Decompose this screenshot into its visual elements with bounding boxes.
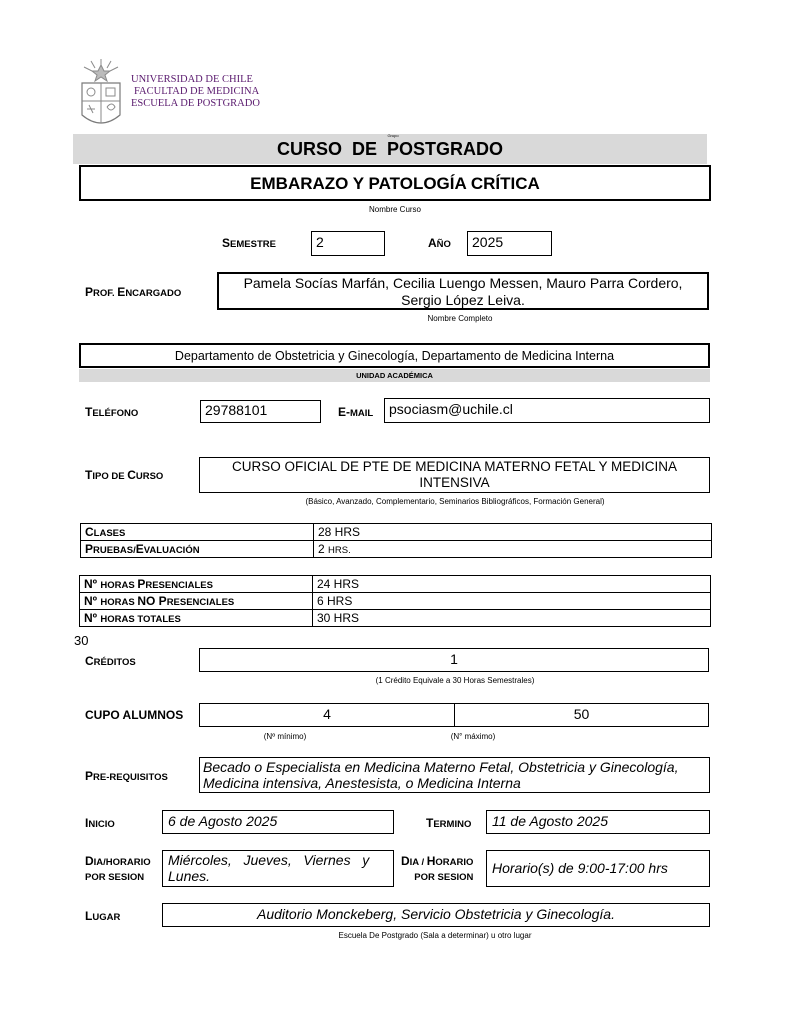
course-name: EMBARAZO Y PATOLOGÍA CRÍTICA [250, 174, 540, 193]
place-field[interactable] [162, 903, 710, 927]
hours-table-classes [80, 523, 712, 558]
professor-value: Pamela Socías Marfán, Cecilia Luengo Messen, Mauro Parra Cordero, Sergio López Leiva. [243, 275, 683, 308]
professor-field[interactable] [217, 272, 709, 310]
table-row [80, 576, 711, 593]
place-label: LUGAR [85, 909, 121, 923]
classes-label: CLASES [81, 524, 314, 541]
academic-unit-caption-bar [79, 369, 710, 382]
phone-label: TELÉFONO [85, 405, 139, 419]
stray-number: 30 [74, 633, 89, 648]
start-date-field[interactable] [162, 810, 394, 834]
schedule-label: DIA / HORARIO POR SESION [401, 854, 474, 883]
schedule-value: Horario(s) de 9:00-17:00 hrs [492, 860, 668, 876]
place-caption: Escuela De Postgrado (Sala a determinar) u otro lugar [338, 931, 532, 940]
course-type-value: CURSO OFICIAL DE PTE DE MEDICINA MATERNO FETAL Y MEDICINA INTENSIVA [231, 459, 678, 490]
credits-field[interactable] [199, 648, 709, 672]
evaluation-value[interactable]: 2 HRS. [314, 541, 712, 558]
total-hours-value[interactable]: 30 HRS [313, 610, 711, 627]
table-row [81, 541, 712, 558]
quota-min-field[interactable] [199, 703, 455, 727]
course-name-box [79, 165, 711, 201]
schedule-field[interactable] [486, 850, 710, 887]
academic-unit-value: Departamento de Obstetricia y Ginecología, Departamento de Medicina Interna [174, 349, 615, 363]
year-label: AÑO [428, 236, 451, 250]
non-presential-hours-value[interactable]: 6 HRS [313, 593, 711, 610]
quota-max-field[interactable] [454, 703, 709, 727]
course-type-caption: (Básico, Avanzado, Complementario, Seminarios Bibliográficos, Formación General) [305, 497, 605, 506]
credits-value: 1 [450, 651, 458, 667]
quota-min-caption: (Nº mínimo) [263, 732, 307, 741]
email-value: psociasm@uchile.cl [389, 401, 513, 417]
course-type-label: TIPO DE CURSO [85, 468, 164, 482]
page-title: CURSO DE POSTGRADO [276, 139, 504, 159]
presential-hours-label: Nº HORAS PRESENCIALES [80, 576, 313, 593]
table-row [80, 610, 711, 627]
school-name: ESCUELA DE POSTGRADO [131, 98, 260, 109]
quota-min-value: 4 [323, 706, 331, 722]
hours-table-presence [79, 575, 711, 627]
days-value: Miércoles, Jueves, Viernes y Lunes. [168, 852, 381, 884]
credits-label: CRÉDITOS [85, 654, 136, 668]
quota-label: CUPO ALUMNOS [85, 708, 184, 722]
professor-label: PROF. ENCARGADO [85, 285, 182, 299]
university-seal-logo [79, 57, 123, 132]
end-date-field[interactable] [486, 810, 710, 834]
semester-field[interactable] [311, 231, 385, 256]
prereq-value: Becado o Especialista en Medicina Materno Fetal, Obstetricia y Ginecología, Medicina intensiva, Anestesista, o Medicina Interna [203, 759, 679, 791]
total-hours-label: Nº HORAS TOTALES [80, 610, 313, 627]
prereq-field[interactable] [199, 757, 710, 793]
days-field[interactable] [162, 850, 394, 887]
email-label: E-MAIL [338, 405, 374, 419]
professor-caption: Nombre Completo [427, 314, 493, 323]
start-label: INICIO [85, 816, 115, 830]
academic-unit-field[interactable] [79, 343, 710, 368]
quota-max-value: 50 [573, 706, 590, 722]
phone-value: 29788101 [205, 402, 268, 418]
course-name-caption: Nombre Curso [368, 205, 421, 214]
place-value: Auditorio Monckeberg, Servicio Obstetricia y Ginecología. [257, 906, 615, 922]
start-date-value: 6 de Agosto 2025 [168, 813, 278, 829]
prereq-label: PRE-REQUISITOS [85, 769, 168, 783]
classes-value[interactable]: 28 HRS [314, 524, 712, 541]
end-label: TERMINO [426, 816, 472, 830]
course-type-field[interactable] [199, 457, 710, 493]
semester-label: SEMESTRE [222, 236, 276, 250]
email-field[interactable] [384, 398, 710, 423]
quota-max-caption: (N° máximo) [450, 732, 496, 741]
presential-hours-value[interactable]: 24 HRS [313, 576, 711, 593]
year-value: 2025 [472, 234, 504, 250]
end-date-value: 11 de Agosto 2025 [492, 813, 608, 829]
non-presential-hours-label: Nº HORAS NO PRESENCIALES [80, 593, 313, 610]
faculty-name: FACULTAD DE MEDICINA [134, 86, 260, 97]
days-label: DIA/HORARIO POR SESION [85, 854, 151, 883]
phone-field[interactable] [200, 400, 321, 423]
evaluation-label: PRUEBAS/EVALUACIÓN [81, 541, 314, 558]
credits-caption: (1 Crédito Equivale a 30 Horas Semestrales) [375, 676, 535, 685]
tiny-grupo-label: Grupo [387, 133, 399, 138]
university-name: UNIVERSIDAD DE CHILE [131, 74, 253, 85]
semester-value: 2 [316, 234, 324, 250]
academic-unit-caption: UNIDAD ACADÉMICA [356, 371, 433, 380]
table-row [81, 524, 712, 541]
institution-block [131, 74, 260, 110]
table-row [80, 593, 711, 610]
year-field[interactable] [467, 231, 552, 256]
